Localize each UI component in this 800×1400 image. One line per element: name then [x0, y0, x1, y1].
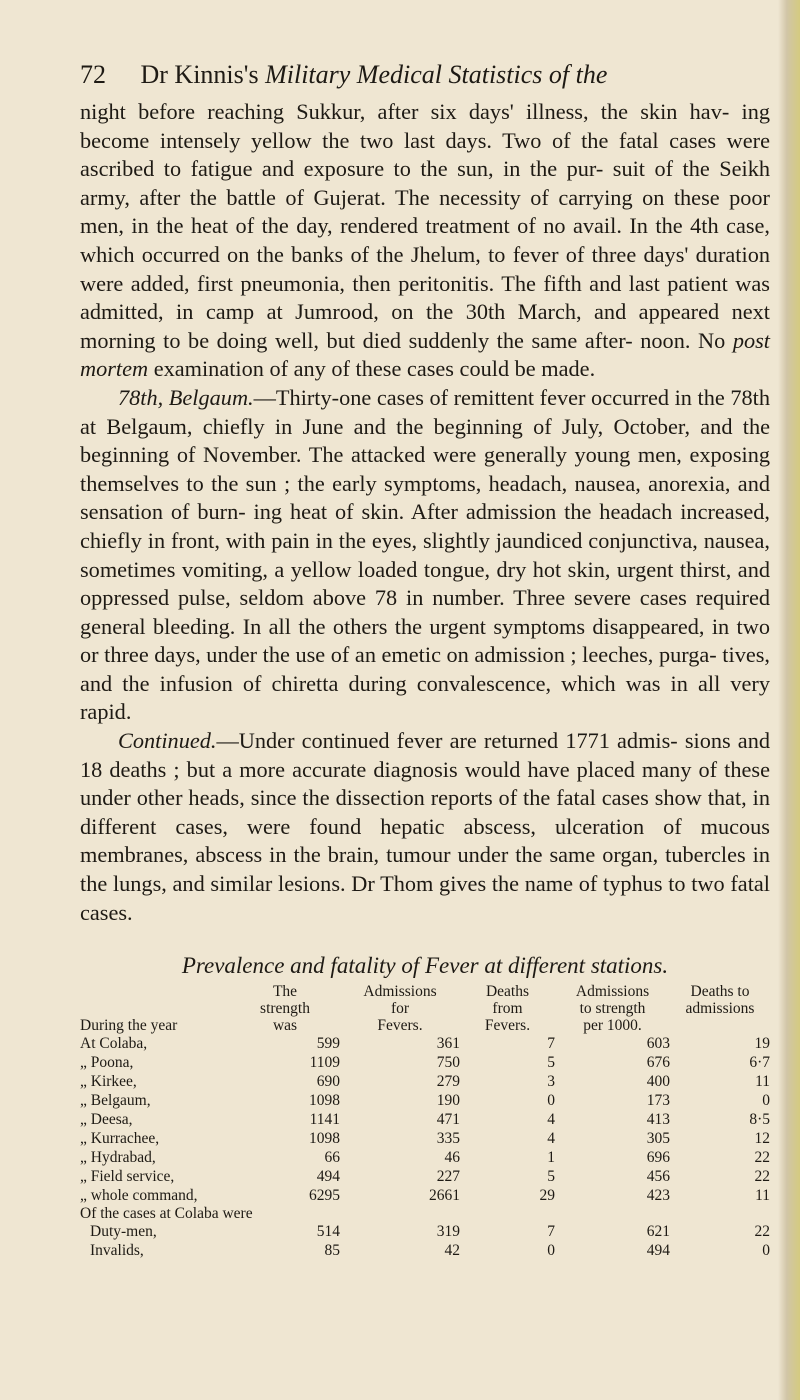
paragraph-3-text: —Under continued fever are returned 1771 admis- sions and 18 deaths ; but a more accurate diagnosis would have placed many of these under other heads, since the dissection reports of the fatal cases show that, in different cases, were found hepatic abscess, ulceration of mucous membranes, abscess in the brain, tumour under the same organ, tubercles in the lungs, and similar lesions. Dr Thom gives the name of typhus to two fatal cases. — [80, 728, 770, 925]
admissions-cell: 361 — [436, 1035, 460, 1053]
page-edge — [778, 0, 800, 1400]
station-cell: At Colaba, — [80, 1035, 148, 1053]
header-row-3 — [80, 1017, 770, 1034]
deaths-cell: 5 — [547, 1168, 555, 1186]
header-cell: was — [272, 1017, 298, 1035]
paragraph-2 — [80, 384, 770, 727]
paragraph-2-lead: 78th, Belgaum. — [118, 384, 254, 410]
table-row — [80, 1241, 770, 1260]
header-cell: Deaths — [485, 983, 530, 1001]
header-cell — [670, 1017, 770, 1034]
admissions-cell: 46 — [444, 1149, 460, 1167]
header-cell: per 1000. — [583, 1017, 642, 1035]
deaths-cell: 0 — [547, 1092, 555, 1110]
deaths-cell: 7 — [547, 1223, 555, 1241]
deaths-cell: 4 — [547, 1111, 555, 1129]
admissions-cell: 190 — [436, 1092, 460, 1110]
strength-cell: 1098 — [309, 1130, 340, 1148]
admissions-ratio-cell: 621 — [646, 1223, 670, 1241]
deaths-ratio-cell: 22 — [754, 1223, 770, 1241]
deaths-ratio-cell: 8·5 — [749, 1111, 770, 1129]
admissions-ratio-cell: 400 — [646, 1073, 670, 1091]
table-body — [80, 1034, 770, 1260]
table-row — [80, 1072, 770, 1091]
admissions-ratio-cell: 676 — [646, 1054, 670, 1072]
header-cell — [80, 1000, 230, 1017]
header-row-2 — [80, 1000, 770, 1017]
paragraph-1-end: examination of any of these cases could be made. — [148, 356, 596, 382]
deaths-cell: 0 — [547, 1242, 555, 1260]
station-cell: „ Poona, — [80, 1054, 134, 1072]
header-cell: to strength — [579, 1000, 646, 1018]
deaths-cell: 7 — [547, 1035, 555, 1053]
station-cell: „ Kurrachee, — [80, 1130, 160, 1148]
admissions-cell: 279 — [436, 1073, 460, 1091]
strength-cell: 6295 — [309, 1187, 340, 1205]
table-title: Prevalence and fatality of Fever at different stations. — [181, 953, 669, 979]
table-row — [80, 1034, 770, 1053]
deaths-cell: 1 — [547, 1149, 555, 1167]
station-cell: „ Field service, — [80, 1168, 175, 1186]
deaths-cell: 29 — [539, 1187, 555, 1205]
station-cell: „ Belgaum, — [80, 1092, 151, 1110]
deaths-ratio-cell: 22 — [754, 1149, 770, 1167]
admissions-cell: 471 — [436, 1111, 460, 1129]
admissions-ratio-cell: 423 — [646, 1187, 670, 1205]
header-cell: from — [492, 1000, 523, 1018]
admissions-ratio-cell: 305 — [646, 1130, 670, 1148]
table-header — [80, 983, 770, 1034]
paragraph-1-italic: post mortem — [80, 327, 770, 382]
table-row — [80, 1148, 770, 1167]
deaths-cell: 3 — [547, 1073, 555, 1091]
station-cell: Duty-men, — [90, 1223, 157, 1241]
strength-cell: 514 — [316, 1223, 340, 1241]
deaths-cell: 5 — [547, 1054, 555, 1072]
admissions-cell: 750 — [436, 1054, 460, 1072]
paragraph-3 — [80, 727, 770, 927]
deaths-ratio-cell: 0 — [762, 1242, 770, 1260]
header-cell: Fevers. — [484, 1017, 531, 1035]
header-cell: During the year — [80, 1017, 178, 1035]
admissions-cell: 335 — [436, 1130, 460, 1148]
station-cell: „ Deesa, — [80, 1111, 133, 1129]
deaths-ratio-cell: 0 — [762, 1092, 770, 1110]
table-row — [80, 1053, 770, 1072]
admissions-ratio-cell: 413 — [646, 1111, 670, 1129]
deaths-ratio-cell: 6·7 — [749, 1054, 770, 1072]
header-cell: Admissions — [363, 983, 437, 1001]
table-row — [80, 1091, 770, 1110]
strength-cell: 494 — [316, 1168, 340, 1186]
admissions-ratio-cell: 494 — [646, 1242, 670, 1260]
header-cell: Deaths to — [690, 983, 750, 1001]
header-cell: Fevers. — [377, 1017, 423, 1035]
deaths-ratio-cell: 22 — [754, 1168, 770, 1186]
strength-cell: 1109 — [309, 1054, 340, 1072]
running-head — [80, 58, 770, 92]
running-head-author: Dr Kinnis's — [140, 60, 259, 89]
deaths-ratio-cell: 11 — [755, 1073, 770, 1091]
header-cell: The — [272, 983, 298, 1001]
table-row — [80, 1129, 770, 1148]
paragraph-1 — [80, 98, 770, 384]
station-cell: „ whole command, — [80, 1187, 198, 1205]
admissions-ratio-cell: 173 — [646, 1092, 670, 1110]
paragraph-1-text: night before reaching Sukkur, after six days' illness, the skin hav- ing become intensely yellow the two last days. Two of the fatal cases were ascribed to fatigue and exposure to the sun, in the pur- suit of the Seikh army, after the battle of Gujerat. The necessity of carrying on these poor men, in the heat of the day, rendered treatment of no avail. In the 4th case, which occurred on the banks of the Jhelum, to fever of three days' duration were added, first pneumonia, then peritonitis. The fifth and last patient was admitted, in camp at Jumrood, on the 30th March, and appeared next morning to be doing well, but died suddenly the same after- noon. No — [80, 99, 770, 353]
strength-cell: 85 — [324, 1242, 340, 1260]
header-cell: for — [390, 1000, 410, 1018]
page-number: 72 — [80, 60, 106, 89]
page-content — [80, 58, 770, 1260]
table-row — [80, 1110, 770, 1129]
table-row — [80, 1186, 770, 1205]
table-subhead: Of the cases at Colaba were — [80, 1205, 253, 1223]
strength-cell: 66 — [324, 1149, 340, 1167]
deaths-ratio-cell: 11 — [755, 1187, 770, 1205]
deaths-ratio-cell: 12 — [754, 1130, 770, 1148]
running-head-title: Military Medical Statistics of the — [265, 60, 608, 89]
header-cell: strength — [260, 1000, 310, 1018]
strength-cell: 1141 — [309, 1111, 340, 1129]
strength-cell: 599 — [316, 1035, 340, 1053]
station-cell: „ Kirkee, — [80, 1073, 137, 1091]
paragraph-2-text: —Thirty-one cases of remittent fever occurred in the 78th at Belgaum, chiefly in June and the beginning of July, October, and the beginning of November. The attacked were generally young men, exposing themselves to the sun ; the early symptoms, headach, nausea, anorexia, and sensation of burn- ing heat of skin. After admission the headach increased, chiefly in front, with pain in the eyes, slightly jaundiced conjunctiva, nausea, sometimes vomiting, a yellow loaded tongue, dry hot skin, urgent thirst, and oppressed pulse, seldom above 78 in number. Three severe cases required general bleeding. In all the others the urgent symptoms disappeared, in two or three days, under the use of an emetic on admission ; leeches, purga- tives, and the infusion of chiretta during convalescence, which was in all very rapid. — [80, 384, 770, 725]
table-row — [80, 1222, 770, 1241]
admissions-ratio-cell: 456 — [646, 1168, 670, 1186]
deaths-ratio-cell: 19 — [754, 1035, 770, 1053]
header-cell: admissions — [685, 1000, 755, 1018]
admissions-ratio-cell: 696 — [646, 1149, 670, 1167]
strength-cell: 690 — [316, 1073, 340, 1091]
admissions-cell: 42 — [444, 1242, 460, 1260]
paragraph-3-lead: Continued. — [118, 728, 217, 754]
admissions-cell: 2661 — [429, 1187, 460, 1205]
header-row-1 — [80, 983, 770, 1000]
admissions-cell: 227 — [436, 1168, 460, 1186]
station-cell: Invalids, — [90, 1242, 144, 1260]
strength-cell: 1098 — [309, 1092, 340, 1110]
table-subhead-row — [80, 1205, 770, 1222]
fever-stats-table — [80, 983, 770, 1260]
admissions-cell: 319 — [436, 1223, 460, 1241]
header-cell: Admissions — [575, 983, 650, 1001]
table-row — [80, 1167, 770, 1186]
admissions-ratio-cell: 603 — [646, 1035, 670, 1053]
station-cell: „ Hydrabad, — [80, 1149, 156, 1167]
header-cell — [80, 983, 230, 1000]
deaths-cell: 4 — [547, 1130, 555, 1148]
